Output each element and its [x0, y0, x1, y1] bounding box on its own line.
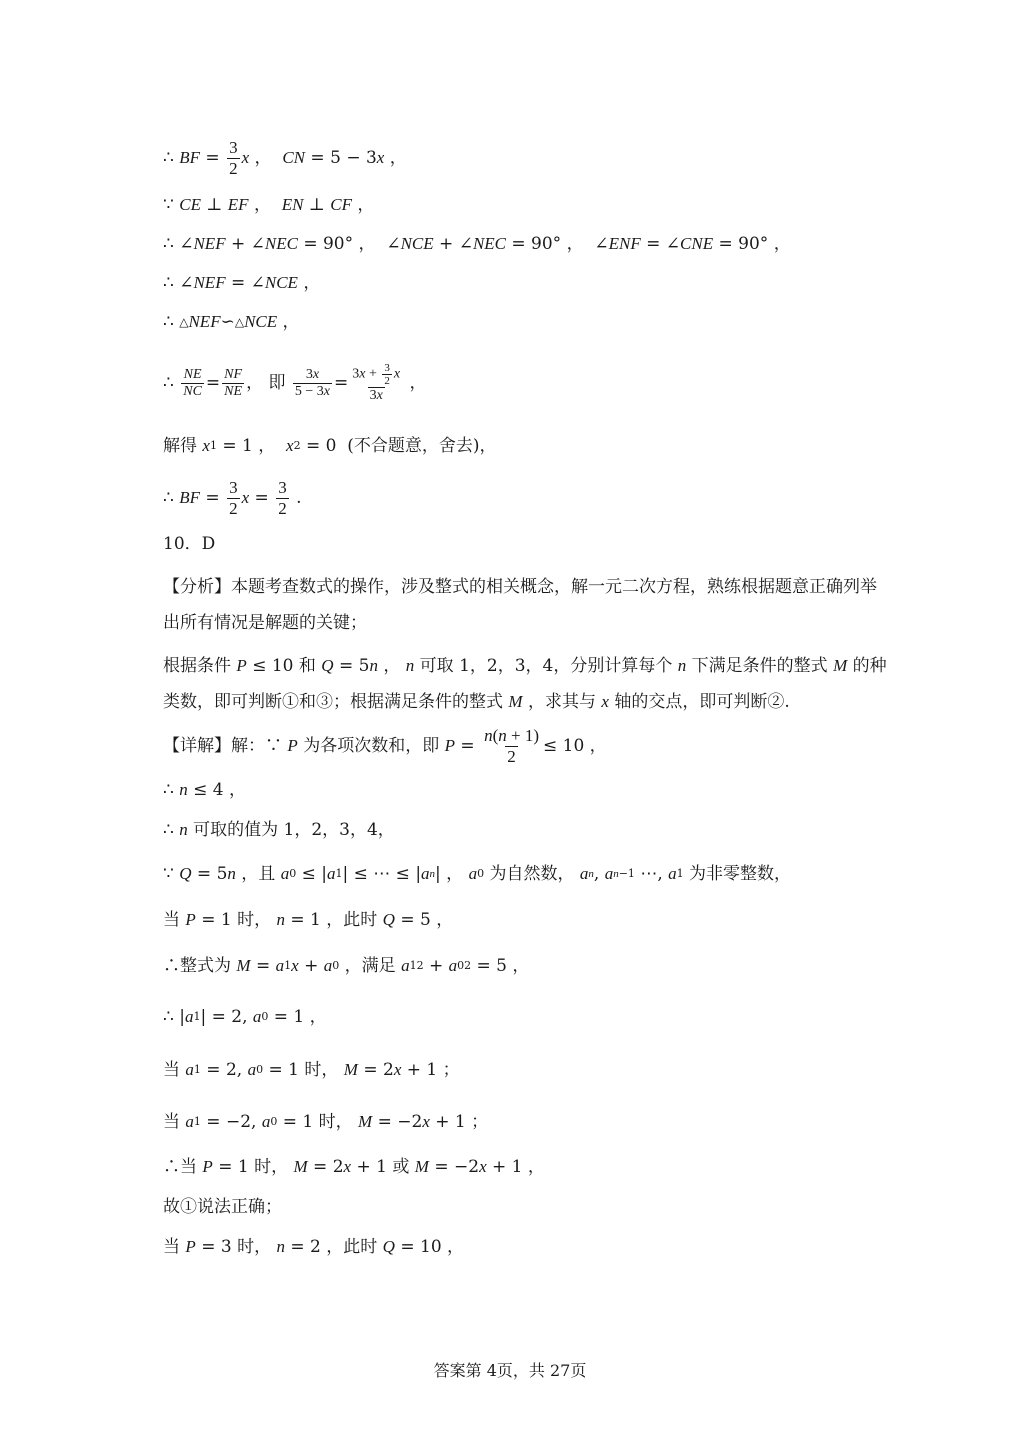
line-20: 当 a 1 = −2, a 0 = 1 时， M = −2 x + 1 ；	[163, 1112, 489, 1132]
line-3: ∴ ∠ NEF + ∠ NEC = 90° ， ∠ NCE + ∠ NEC = 90° ， ∠ ENF = ∠ CNE = 90° ，	[163, 234, 791, 254]
line-13: ∴ n ≤ 4 ，	[163, 780, 247, 800]
line-11: 根据条件 P ≤ 10 和 Q = 5n ， n 可取 1，2，3，4，分别计算每个 n 下满足条件的整式 M 的种类数，即可判断①和③；根据满足条件的整式 M ，求其与 x 轴的交点，即可判断②.	[163, 656, 887, 712]
line-5: ∴ △ NEF ∽ △ NCE ，	[163, 312, 300, 332]
line-8: ∴ BF = $\frac{3}{2}$ x = $\frac{3}{2}$ .	[163, 477, 302, 518]
line-14: ∴ n 可取的值为 1，2，3，4，	[163, 820, 395, 840]
line-22: 故①说法正确；	[163, 1197, 282, 1217]
line-7: 解得 x 1 = 1 ， x 2 = 0 (不合题意，舍去)，	[163, 436, 497, 456]
line-12: 【详解】解：∵ P 为各项次数和，即 P = $\frac{n(n + 1)}{2}$ ≤ 10 ，	[163, 725, 607, 766]
line-15: ∵ Q = 5 n ，且 a 0 ≤ | a 1 | ≤ ⋯ ≤ | a n | ， a 0 为自然数， a n , a n−1 ⋯, a 1 为非零整数，	[163, 864, 792, 884]
fraction: $\frac{3}{2}$	[229, 137, 238, 178]
line-19: 当 a 1 = 2, a 0 = 1 时， M = 2 x + 1 ；	[163, 1060, 460, 1080]
line-18: ∴ | a 1 | = 2, a 0 = 1 ，	[163, 1007, 327, 1027]
line-1: ∴ BF = $\frac{3}{2}$ x ， CN = 5 − 3 x ，	[163, 137, 407, 178]
line-16: 当 P = 1 时， n = 1 ，此时 Q = 5 ，	[163, 910, 454, 930]
line-2: ∵ CE ⊥ EF ， EN ⊥ CF ，	[163, 195, 375, 215]
line-9: 10．D	[163, 534, 216, 554]
page-footer: 答案第 4页，共 27页	[433, 1361, 587, 1380]
line-10: 【分析】本题考查数式的操作，涉及整式的相关概念，解一元二次方程，熟练根据题意正确列举出所有情况是解题的关键；	[163, 577, 877, 633]
line-4: ∴ ∠ NEF = ∠ NCE ，	[163, 273, 321, 293]
line-6: ∴ $\frac{NE}{NC}$ = $\frac{NF}{NE}$ ， 即 $\frac{3x}{5 - 3x}$ = 3x + $\frac{3}{2}$ x 3x ，	[163, 362, 427, 403]
line-23: 当 P = 3 时， n = 2 ，此时 Q = 10 ，	[163, 1237, 465, 1257]
line-21: ∴当 P = 1 时， M = 2 x + 1 或 M = −2 x + 1 ，	[163, 1157, 545, 1177]
line-17: ∴整式为 M = a 1 x + a 0 ，满足 a 1 2 + a 0 2 = 5 ，	[163, 956, 530, 976]
